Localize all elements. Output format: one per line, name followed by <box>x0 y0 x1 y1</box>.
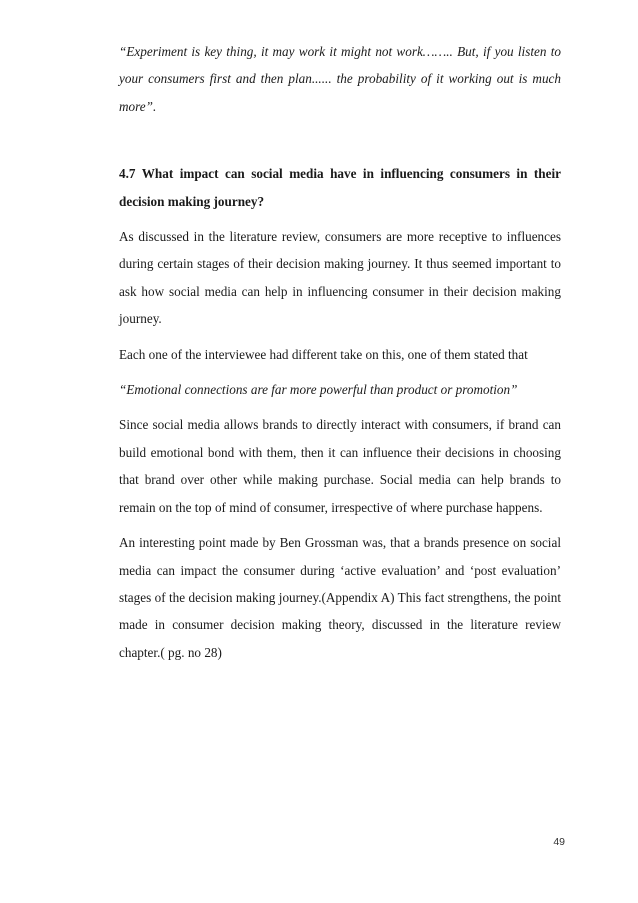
body-paragraph-interviewee-intro: Each one of the interviewee had different take on this, one of them stated that <box>119 346 528 362</box>
body-paragraph-ben-grossman: An interesting point made by Ben Grossman was, that a brands presence on social media can impact the consumer during ‘active evaluation’ and ‘post evaluation’ stages of the decision making journey.(Appendix A) This fact strengthens, the point made in consumer decision making theory, discussed in the literature review chapter.( pg. no 28) <box>119 535 561 660</box>
page-number: 49 <box>553 836 565 848</box>
emotional-connections-quote: “Emotional connections are far more powerful than product or promotion” <box>119 382 518 398</box>
document-page <box>119 38 561 666</box>
body-paragraph-emotional-bond: Since social media allows brands to directly interact with consumers, if brand can build emotional bond with them, then it can influence their decisions in choosing that brand over other while making purchase. Social media can help brands to remain on the top of mind of consumer, irrespective of where purchase happens. <box>119 417 561 515</box>
section-heading: 4.7 What impact can social media have in influencing consumers in their decision making journey? <box>119 166 561 209</box>
body-paragraph-literature-review: As discussed in the literature review, consumers are more receptive to influences during certain stages of their decision making journey. It thus seemed important to ask how social media can help in influencing consumer in their decision making journey. <box>119 229 561 327</box>
opening-interview-quote: “Experiment is key thing, it may work it might not work…….. But, if you listen to your consumers first and then plan...... the probability of it working out is much more”. <box>119 44 561 114</box>
